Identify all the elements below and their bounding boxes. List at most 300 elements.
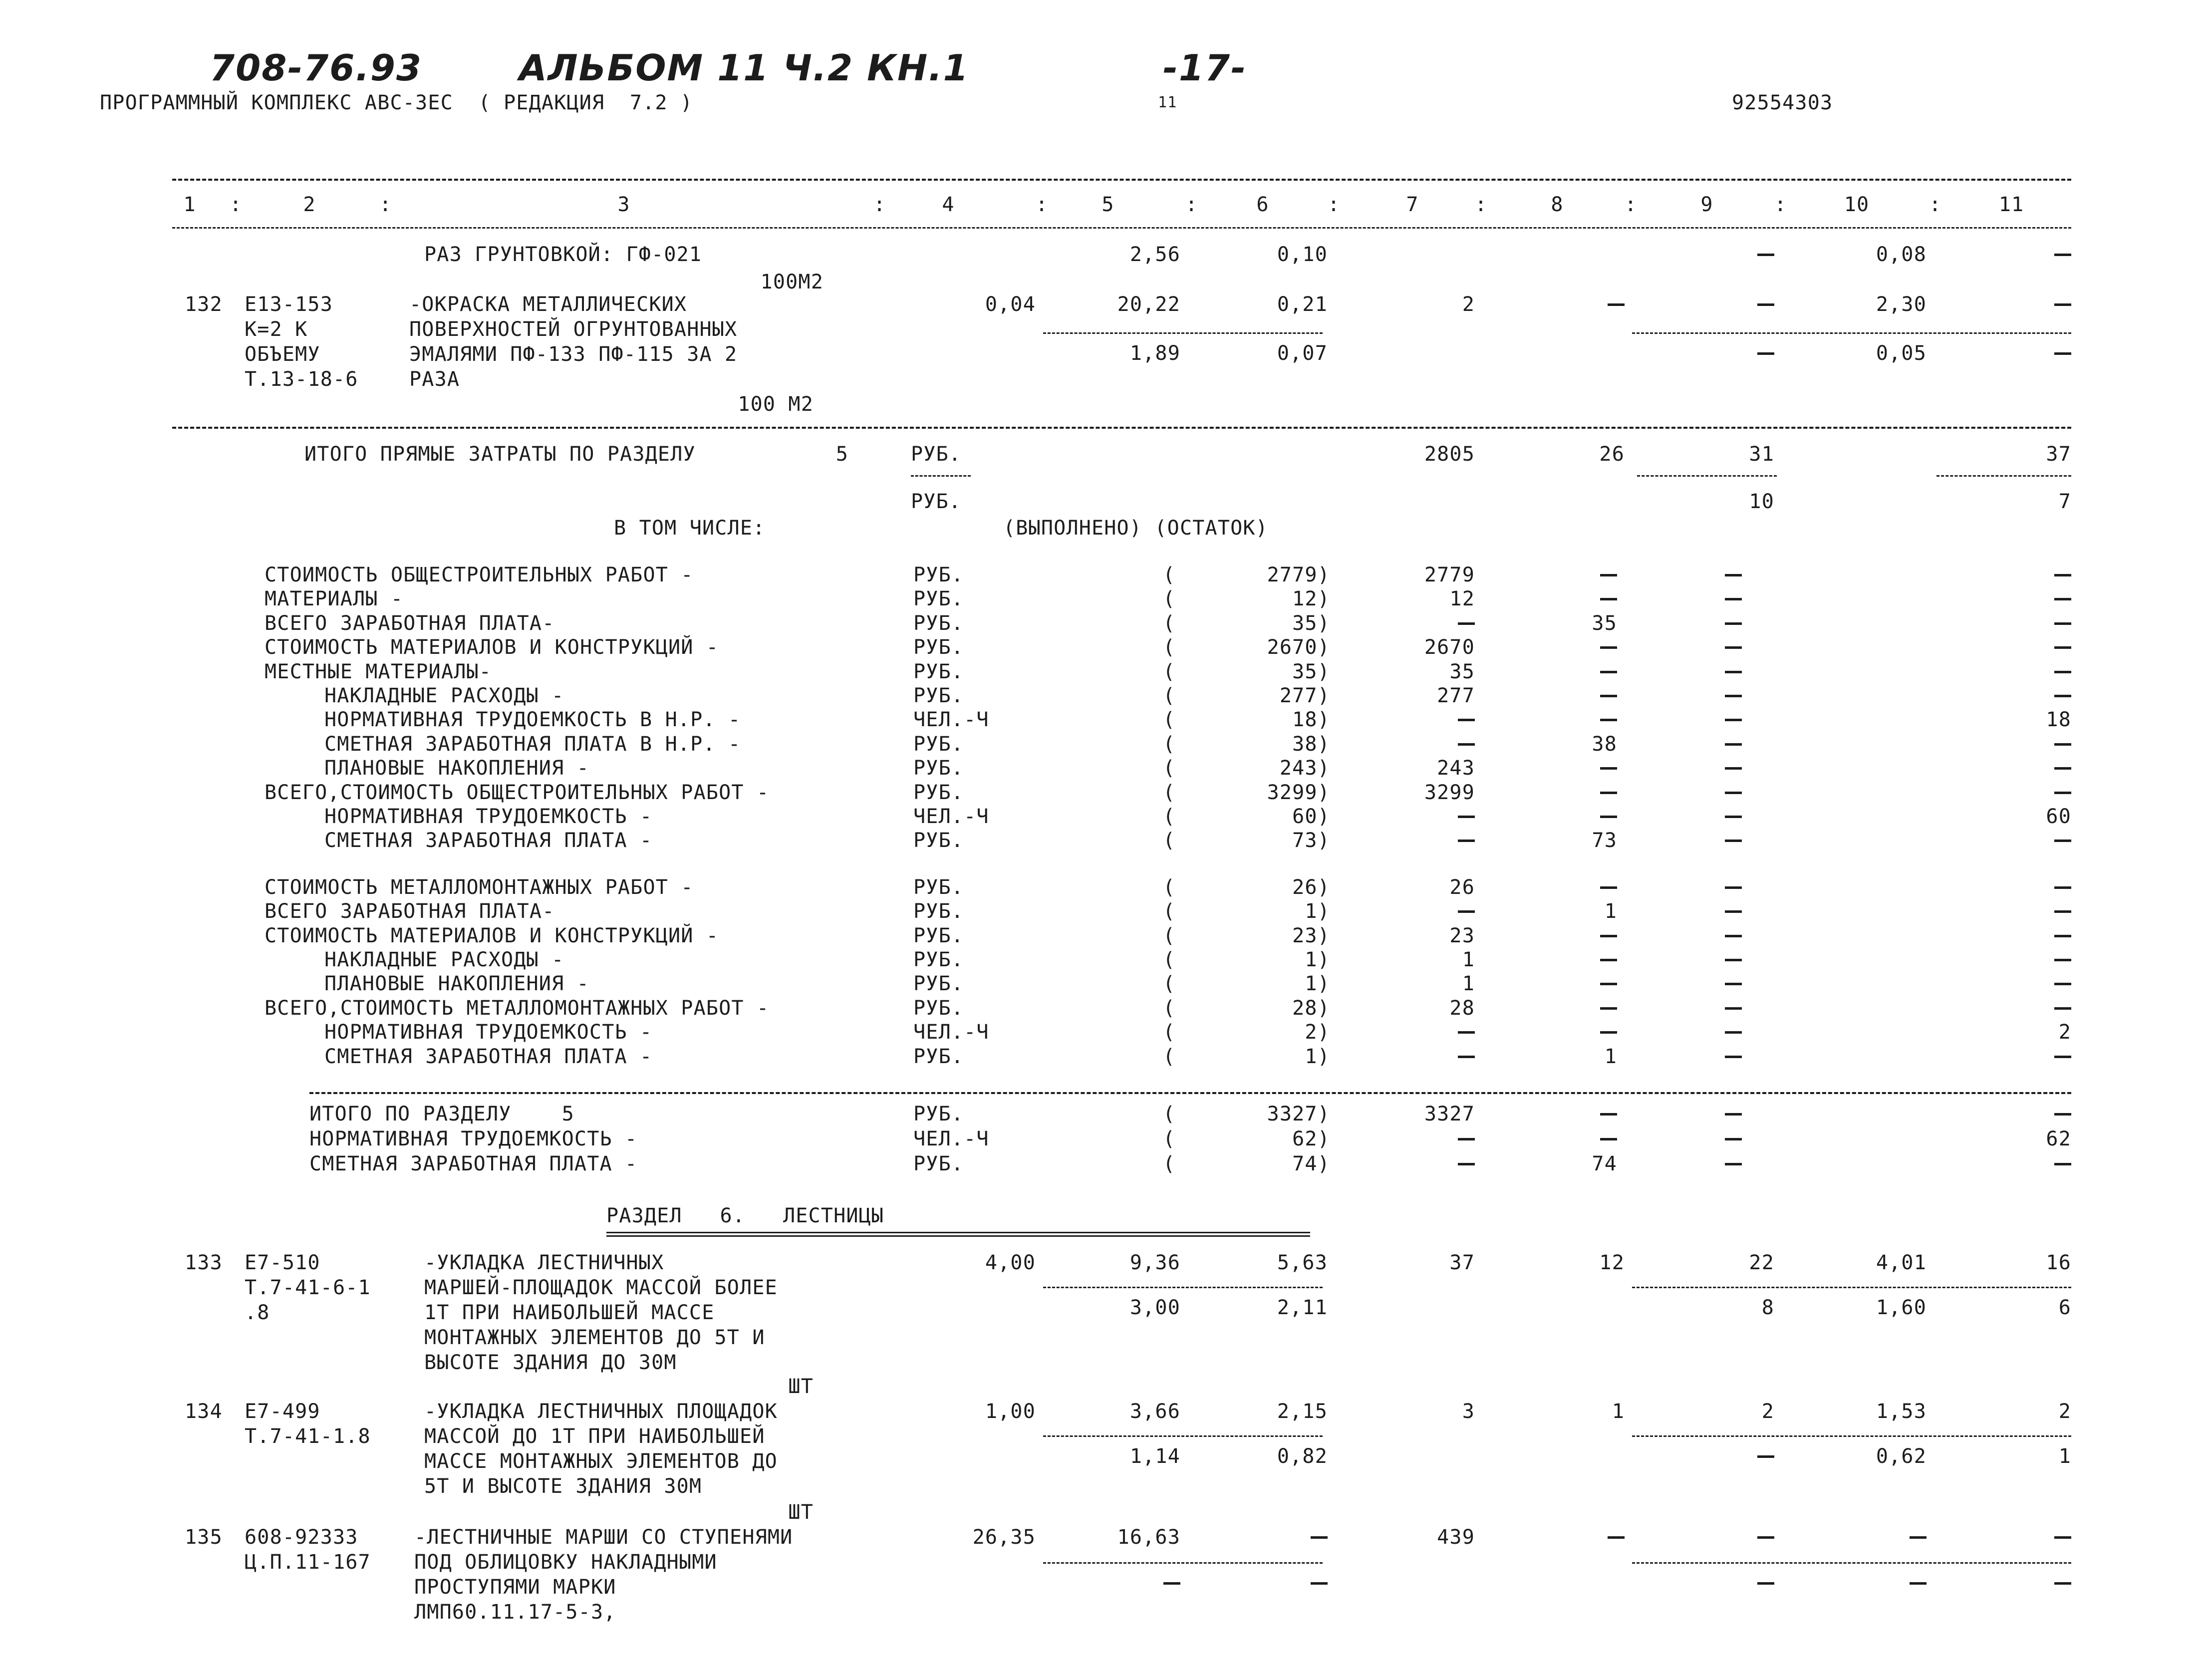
paren-open: ( [1163, 875, 1176, 899]
breakdown-label: МЕСТНЫЕ МАТЕРИАЛЫ- [265, 660, 492, 683]
breakdown-label: ВСЕГО ЗАРАБОТНАЯ ПЛАТА- [265, 611, 555, 635]
breakdown-c9-dash [1725, 910, 1742, 913]
item134-desc-0: -УКЛАДКА ЛЕСТНИЧНЫХ ПЛОЩАДОК [424, 1400, 778, 1423]
final-unit: ЧЕЛ.-Ч [913, 1127, 989, 1150]
item135-desc-3: ЛМП60.11.17-5-3, [414, 1601, 616, 1624]
breakdown-c9-dash [1725, 719, 1742, 721]
column-separator: : [873, 193, 886, 216]
header-bottom-rule [172, 227, 2071, 229]
item132-r1-c6: 0,21 [1277, 293, 1328, 316]
item135-desc-2: ПРОСТУПЯМИ МАРКИ [414, 1576, 616, 1599]
breakdown-done: 277) [1279, 684, 1330, 707]
item133-r2-c6: 2,11 [1277, 1296, 1328, 1319]
item132-desc-1: ПОВЕРХНОСТЕЙ ОГРУНТОВАННЫХ [409, 318, 738, 341]
breakdown-done: 73) [1292, 829, 1330, 852]
breakdown-label: СМЕТНАЯ ЗАРАБОТНАЯ ПЛАТА - [324, 1045, 653, 1068]
item134-r1-c10: 1,53 [1876, 1400, 1927, 1423]
item132-r1-c11-dash [2054, 303, 2071, 306]
item135-split-a [1043, 1562, 1323, 1564]
paren-open: ( [1163, 1021, 1176, 1044]
breakdown-c8-dash [1600, 983, 1617, 985]
breakdown-done: 2779) [1267, 563, 1330, 586]
totals-unit2: РУБ. [911, 490, 962, 513]
breakdown-c11-dash [2054, 1007, 2071, 1010]
paren-open: ( [1163, 636, 1176, 659]
breakdown-done: 3299) [1267, 781, 1330, 804]
done-rest-label: (ВЫПОЛНЕНО) (ОСТАТОК) [1003, 517, 1268, 540]
totals-label: ИТОГО ПРЯМЫЕ ЗАТРАТЫ ПО РАЗДЕЛУ [304, 443, 696, 466]
breakdown-unit: РУБ. [913, 924, 964, 947]
item134-r2-c6: 0,82 [1277, 1445, 1328, 1468]
paren-open: ( [1163, 757, 1176, 780]
breakdown-unit: ЧЕЛ.-Ч [913, 805, 989, 828]
breakdown-unit: РУБ. [913, 900, 964, 923]
item135-code-0: 608-92333 [245, 1526, 358, 1549]
column-header-9: 9 [1700, 193, 1713, 216]
item134-split-b [1632, 1435, 2071, 1437]
final-done: 3327) [1267, 1103, 1330, 1125]
final-c11: 62 [2046, 1127, 2071, 1150]
breakdown-c7: 28 [1449, 996, 1475, 1020]
column-separator: : [1929, 193, 1942, 216]
breakdown-unit: ЧЕЛ.-Ч [913, 708, 989, 732]
breakdown-unit: РУБ. [913, 829, 964, 852]
final-label: ИТОГО ПО РАЗДЕЛУ 5 [309, 1103, 574, 1125]
final-done: 74) [1292, 1152, 1330, 1175]
item133-r1-c8: 12 [1599, 1251, 1625, 1274]
item134-r1-c5: 3,66 [1129, 1400, 1180, 1423]
item133-r1-c11: 16 [2046, 1251, 2071, 1274]
breakdown-c8-dash [1600, 886, 1617, 889]
column-separator: : [1185, 193, 1198, 216]
breakdown-label: ВСЕГО,СТОИМОСТЬ ОБЩЕСТРОИТЕЛЬНЫХ РАБОТ - [265, 781, 770, 804]
breakdown-c9-dash [1725, 983, 1742, 985]
breakdown-c9-dash [1725, 767, 1742, 770]
column-header-8: 8 [1551, 193, 1564, 216]
item133-code-1: Т.7-41-6-1 [245, 1276, 371, 1299]
breakdown-c7: 35 [1449, 660, 1475, 683]
breakdown-c11-dash [2054, 886, 2071, 889]
breakdown-c8-dash [1600, 695, 1617, 697]
breakdown-done: 1) [1305, 900, 1330, 923]
breakdown-c9-dash [1725, 646, 1742, 649]
breakdown-done: 243) [1279, 757, 1330, 780]
final-c9-dash [1725, 1138, 1742, 1140]
final-done: 62) [1292, 1127, 1330, 1150]
paren-open: ( [1163, 1103, 1176, 1125]
item132-code-2: ОБЪЕМУ [245, 343, 320, 366]
breakdown-c8-dash [1600, 816, 1617, 818]
paren-open: ( [1163, 611, 1176, 635]
item132-number: 132 [185, 293, 223, 316]
item132-r1-c10: 2,30 [1876, 293, 1927, 316]
breakdown-c11-dash [2054, 646, 2071, 649]
breakdown-unit: РУБ. [913, 732, 964, 756]
breakdown-label: ВСЕГО,СТОИМОСТЬ МЕТАЛЛОМОНТАЖНЫХ РАБОТ - [265, 996, 770, 1020]
item135-r1-c10-dash [1910, 1536, 1927, 1539]
paren-open: ( [1163, 781, 1176, 804]
item133-desc-4: ВЫСОТЕ ЗДАНИЯ ДО 30М [424, 1351, 677, 1374]
breakdown-c11: 2 [2058, 1021, 2071, 1044]
item133-r2-c10: 1,60 [1876, 1296, 1927, 1319]
item134-r1-c7: 3 [1462, 1400, 1475, 1423]
column-header-1: 1 [183, 193, 196, 216]
item134-split-a [1043, 1435, 1323, 1437]
paren-open: ( [1163, 708, 1176, 732]
totals-unit1: РУБ. [911, 443, 962, 466]
item132-r1-c8-dash [1608, 303, 1625, 306]
breakdown-c9-dash [1725, 816, 1742, 818]
breakdown-c11-dash [2054, 1056, 2071, 1058]
breakdown-c7: 26 [1449, 875, 1475, 899]
breakdown-c9-dash [1725, 743, 1742, 746]
breakdown-c11-dash [2054, 935, 2071, 937]
item132-r2-c6: 0,07 [1277, 342, 1328, 365]
breakdown-done: 1) [1305, 972, 1330, 996]
breakdown-c7: 2670 [1424, 636, 1475, 659]
breakdown-c11-dash [2054, 574, 2071, 576]
column-header-10: 10 [1844, 193, 1870, 216]
breakdown-unit: РУБ. [913, 587, 964, 611]
breakdown-unit: РУБ. [913, 563, 964, 586]
breakdown-c7: 1 [1462, 972, 1475, 996]
breakdown-c11-dash [2054, 792, 2071, 794]
item133-r1-c7: 37 [1449, 1251, 1475, 1274]
paren-open: ( [1163, 948, 1176, 971]
final-c9-dash [1725, 1163, 1742, 1165]
section6-title: РАЗДЕЛ 6. ЛЕСТНИЦЫ [606, 1204, 884, 1227]
item134-r1-c11: 2 [2058, 1400, 2071, 1423]
top-unit: 100М2 [760, 271, 824, 293]
item133-r1-c10: 4,01 [1876, 1251, 1927, 1274]
breakdown-c8: 1 [1604, 900, 1617, 923]
column-header-5: 5 [1102, 193, 1114, 216]
breakdown-label: НАКЛАДНЫЕ РАСХОДЫ - [324, 684, 564, 707]
top-cell-c6: 0,10 [1277, 243, 1328, 266]
breakdown-c11-dash [2054, 910, 2071, 913]
item134-r1-c6: 2,15 [1277, 1400, 1328, 1423]
item134-desc-3: 5Т И ВЫСОТЕ ЗДАНИЯ 30М [424, 1475, 702, 1498]
breakdown-c9-dash [1725, 574, 1742, 576]
breakdown-c11-dash [2054, 983, 2071, 985]
breakdown-c11-dash [2054, 959, 2071, 961]
breakdown-c8-dash [1600, 598, 1617, 600]
item133-code-2: .8 [245, 1301, 270, 1324]
item133-r1-c5: 9,36 [1129, 1251, 1180, 1274]
column-header-4: 4 [942, 193, 955, 216]
breakdown-c7-dash [1458, 816, 1475, 818]
paren-open: ( [1163, 900, 1176, 923]
breakdown-c9-dash [1725, 622, 1742, 625]
page-number-handwritten: -17- [1163, 47, 1247, 89]
breakdown-label: НАКЛАДНЫЕ РАСХОДЫ - [324, 948, 564, 971]
final-c8: 74 [1592, 1152, 1617, 1175]
breakdown-c7: 1 [1462, 948, 1475, 971]
breakdown-c9-dash [1725, 959, 1742, 961]
breakdown-label: СМЕТНАЯ ЗАРАБОТНАЯ ПЛАТА В Н.Р. - [324, 732, 741, 756]
paren-open: ( [1163, 732, 1176, 756]
breakdown-c8: 1 [1604, 1045, 1617, 1068]
breakdown-c8: 73 [1592, 829, 1617, 852]
column-separator: : [230, 193, 243, 216]
breakdown-c11-dash [2054, 840, 2071, 842]
final-unit: РУБ. [913, 1103, 964, 1125]
breakdown-label: НОРМАТИВНАЯ ТРУДОЕМКОСТЬ - [324, 805, 653, 828]
breakdown-done: 2) [1305, 1021, 1330, 1044]
doc-code-handwritten: 708-76.93 [210, 47, 422, 89]
breakdown-label: ПЛАНОВЫЕ НАКОПЛЕНИЯ - [324, 972, 589, 996]
breakdown-done: 38) [1292, 732, 1330, 756]
column-header-11: 11 [1998, 193, 2024, 216]
item135-r2-c9-dash [1757, 1582, 1774, 1585]
document-id: 92554303 [1732, 91, 1833, 114]
column-separator: : [1328, 193, 1341, 216]
column-separator: : [1774, 193, 1787, 216]
breakdown-c11: 60 [2046, 805, 2071, 828]
paren-open: ( [1163, 1045, 1176, 1068]
item132-bottom-rule [172, 427, 2071, 429]
breakdown-unit: РУБ. [913, 996, 964, 1020]
item132-desc-2: ЭМАЛЯМИ ПФ-133 ПФ-115 ЗА 2 [409, 343, 738, 366]
paren-open: ( [1163, 829, 1176, 852]
item135-r1-c5: 16,63 [1117, 1526, 1180, 1549]
item132-r1-c7: 2 [1462, 293, 1475, 316]
paren-open: ( [1163, 996, 1176, 1020]
section6-double-rule [606, 1232, 1310, 1237]
breakdown-label: СТОИМОСТЬ МАТЕРИАЛОВ И КОНСТРУКЦИЙ - [265, 636, 719, 659]
top-desc: РАЗ ГРУНТОВКОЙ: ГФ-021 [424, 243, 702, 266]
totals-v9b: 10 [1749, 490, 1774, 513]
item135-code-1: Ц.П.11-167 [245, 1551, 371, 1574]
breakdown-c11-dash [2054, 598, 2071, 600]
breakdown-done: 35) [1292, 611, 1330, 635]
item135-r1-c7: 439 [1437, 1526, 1475, 1549]
paren-open: ( [1163, 563, 1176, 586]
breakdown-label: НОРМАТИВНАЯ ТРУДОЕМКОСТЬ - [324, 1021, 653, 1044]
item135-r1-c11-dash [2054, 1536, 2071, 1539]
breakdown-c9-dash [1725, 792, 1742, 794]
breakdown-done: 35) [1292, 660, 1330, 683]
paren-open: ( [1163, 1127, 1176, 1150]
final-unit: РУБ. [913, 1152, 964, 1175]
breakdown-c7-dash [1458, 1031, 1475, 1034]
item132-code-1: К=2 К [245, 318, 308, 341]
header-top-rule [172, 179, 2071, 181]
breakdown-unit: РУБ. [913, 948, 964, 971]
breakdown-c11: 18 [2046, 708, 2071, 732]
item132-r1-c5: 20,22 [1117, 293, 1180, 316]
totals-v8: 26 [1599, 443, 1625, 466]
column-separator: : [1625, 193, 1638, 216]
breakdown-c9-dash [1725, 695, 1742, 697]
item134-r2-c5: 1,14 [1129, 1445, 1180, 1468]
item134-r2-c10: 0,62 [1876, 1445, 1927, 1468]
breakdown-done: 12) [1292, 587, 1330, 611]
totals-split-unit [911, 475, 971, 477]
item132-code-0: Е13-153 [245, 293, 333, 316]
breakdown-c8-dash [1600, 1007, 1617, 1010]
breakdown-unit: РУБ. [913, 757, 964, 780]
item133-desc-0: -УКЛАДКА ЛЕСТНИЧНЫХ [424, 1251, 664, 1274]
top-cell-c5: 2,56 [1129, 243, 1180, 266]
breakdown-unit: РУБ. [913, 636, 964, 659]
breakdown-label: СТОИМОСТЬ ОБЩЕСТРОИТЕЛЬНЫХ РАБОТ - [265, 563, 694, 586]
final-c7: 3327 [1424, 1103, 1475, 1125]
breakdown-label: МАТЕРИАЛЫ - [265, 587, 404, 611]
item134-unit: ШТ [788, 1501, 814, 1524]
breakdown-c7-dash [1458, 719, 1475, 721]
breakdown-label: СМЕТНАЯ ЗАРАБОТНАЯ ПЛАТА - [324, 829, 653, 852]
totals-v11: 37 [2046, 443, 2071, 466]
item135-r2-c6-dash [1311, 1582, 1328, 1585]
item133-desc-3: МОНТАЖНЫХ ЭЛЕМЕНТОВ ДО 5Т И [424, 1326, 765, 1349]
totals-v11b: 7 [2058, 490, 2071, 513]
totals-v7: 2805 [1424, 443, 1475, 466]
item135-qty: 26,35 [972, 1526, 1036, 1549]
item132-r2-c11-dash [2054, 352, 2071, 355]
item135-split-b [1632, 1562, 2071, 1564]
breakdown-c11-dash [2054, 743, 2071, 746]
item132-r2-c10: 0,05 [1876, 342, 1927, 365]
breakdown-c7: 243 [1437, 757, 1475, 780]
breakdown-done: 18) [1292, 708, 1330, 732]
breakdown-c11-dash [2054, 671, 2071, 673]
item132-desc-3: РАЗА [409, 368, 460, 391]
breakdown-unit: РУБ. [913, 684, 964, 707]
breakdown-done: 1) [1305, 1045, 1330, 1068]
breakdown-c9-dash [1725, 598, 1742, 600]
breakdown-c9-dash [1725, 1031, 1742, 1034]
breakdown-c7: 3299 [1424, 781, 1475, 804]
breakdown-c8-dash [1600, 1031, 1617, 1034]
final-c8-dash [1600, 1138, 1617, 1140]
item135-r2-c11-dash [2054, 1582, 2071, 1585]
breakdown-c8-dash [1600, 646, 1617, 649]
top-cell-c10: 0,08 [1876, 243, 1927, 266]
breakdown-c8-dash [1600, 959, 1617, 961]
column-header-6: 6 [1256, 193, 1269, 216]
including-label: В ТОМ ЧИСЛЕ: [614, 517, 766, 540]
column-header-2: 2 [303, 193, 316, 216]
paren-open: ( [1163, 587, 1176, 611]
column-separator: : [1036, 193, 1049, 216]
item135-r2-c10-dash [1910, 1582, 1927, 1585]
column-header-3: 3 [617, 193, 630, 216]
breakdown-c7: 23 [1449, 924, 1475, 947]
page-small-number: 11 [1158, 94, 1177, 111]
breakdown-label: ПЛАНОВЫЕ НАКОПЛЕНИЯ - [324, 757, 589, 780]
program-title: ПРОГРАММНЫЙ КОМПЛЕКС АВС-3ЕС ( РЕДАКЦИЯ 7.2 ) [100, 91, 693, 114]
paren-open: ( [1163, 924, 1176, 947]
breakdown-c11-dash [2054, 695, 2071, 697]
totals-v9: 31 [1749, 443, 1774, 466]
item135-number: 135 [185, 1526, 223, 1549]
item133-desc-1: МАРШЕЙ-ПЛОЩАДОК МАССОЙ БОЛЕЕ [424, 1276, 778, 1299]
item133-split-a [1043, 1287, 1323, 1288]
top-cell-c11-dash [2054, 254, 2071, 256]
final-c11-dash [2054, 1113, 2071, 1116]
breakdown-label: СТОИМОСТЬ МЕТАЛЛОМОНТАЖНЫХ РАБОТ - [265, 875, 694, 899]
column-separator: : [379, 193, 392, 216]
breakdown-c11-dash [2054, 622, 2071, 625]
paren-open: ( [1163, 1152, 1176, 1175]
paren-open: ( [1163, 805, 1176, 828]
item133-r1-c9: 22 [1749, 1251, 1774, 1274]
item132-code-3: Т.13-18-6 [245, 368, 358, 391]
breakdown-unit: РУБ. [913, 660, 964, 683]
item135-r1-c8-dash [1608, 1536, 1625, 1539]
item133-number: 133 [185, 1251, 223, 1274]
final-label: НОРМАТИВНАЯ ТРУДОЕМКОСТЬ - [309, 1127, 638, 1150]
item134-r1-c8: 1 [1612, 1400, 1625, 1423]
column-header-7: 7 [1406, 193, 1419, 216]
breakdown-c7: 277 [1437, 684, 1475, 707]
item133-split-b [1632, 1287, 2071, 1288]
paren-open: ( [1163, 660, 1176, 683]
item133-unit: ШТ [788, 1375, 814, 1398]
item134-r2-c11: 1 [2058, 1445, 2071, 1468]
breakdown-c9-dash [1725, 1056, 1742, 1058]
breakdown-c9-dash [1725, 840, 1742, 842]
breakdown-unit: ЧЕЛ.-Ч [913, 1021, 989, 1044]
breakdown-done: 60) [1292, 805, 1330, 828]
breakdown-done: 1) [1305, 948, 1330, 971]
final-c7-dash [1458, 1138, 1475, 1140]
final-c9-dash [1725, 1113, 1742, 1116]
item132-split-b [1632, 332, 2071, 334]
paren-open: ( [1163, 684, 1176, 707]
breakdown-c8: 38 [1592, 732, 1617, 756]
breakdown-unit: РУБ. [913, 781, 964, 804]
breakdown-label: НОРМАТИВНАЯ ТРУДОЕМКОСТЬ В Н.Р. - [324, 708, 741, 732]
breakdown-c9-dash [1725, 671, 1742, 673]
breakdown-c9-dash [1725, 886, 1742, 889]
breakdown-c8-dash [1600, 767, 1617, 770]
item134-desc-1: МАССОЙ ДО 1Т ПРИ НАИБОЛЬШЕЙ [424, 1425, 765, 1448]
breakdown-label: СТОИМОСТЬ МАТЕРИАЛОВ И КОНСТРУКЦИЙ - [265, 924, 719, 947]
breakdown-c8-dash [1600, 792, 1617, 794]
item132-qty: 0,04 [985, 293, 1036, 316]
item132-r2-c5: 1,89 [1129, 342, 1180, 365]
album-handwritten: АЛЬБОМ 11 Ч.2 КН.1 [519, 47, 969, 89]
breakdown-c9-dash [1725, 935, 1742, 937]
breakdown-c8: 35 [1592, 611, 1617, 635]
item135-r1-c9-dash [1757, 1536, 1774, 1539]
item134-code-1: Т.7-41-1.8 [245, 1425, 371, 1448]
item134-code-0: Е7-499 [245, 1400, 320, 1423]
breakdown-unit: РУБ. [913, 875, 964, 899]
column-separator: : [1475, 193, 1488, 216]
item132-split-a [1043, 332, 1323, 334]
breakdown-unit: РУБ. [913, 1045, 964, 1068]
breakdown-unit: РУБ. [913, 611, 964, 635]
totals-split-11 [1936, 475, 2071, 477]
item135-desc-1: ПОД ОБЛИЦОВКУ НАКЛАДНЫМИ [414, 1551, 717, 1574]
breakdown-done: 23) [1292, 924, 1330, 947]
item133-r2-c5: 3,00 [1129, 1296, 1180, 1319]
item134-number: 134 [185, 1400, 223, 1423]
breakdown-c8-dash [1600, 935, 1617, 937]
final-c11-dash [2054, 1163, 2071, 1165]
breakdown-c8-dash [1600, 671, 1617, 673]
breakdown-done: 28) [1292, 996, 1330, 1020]
breakdown-label: ВСЕГО ЗАРАБОТНАЯ ПЛАТА- [265, 900, 555, 923]
totals-section: 5 [835, 443, 848, 466]
breakdown-c11-dash [2054, 767, 2071, 770]
breakdown-done: 2670) [1267, 636, 1330, 659]
item134-desc-2: МАССЕ МОНТАЖНЫХ ЭЛЕМЕНТОВ ДО [424, 1450, 778, 1473]
breakdown-c7: 12 [1449, 587, 1475, 611]
